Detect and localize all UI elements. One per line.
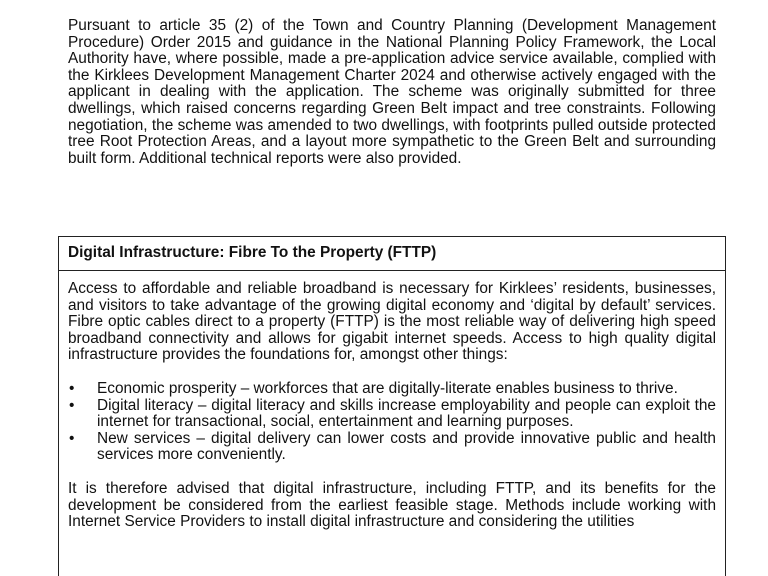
bullet-list [68, 381, 716, 464]
box-paragraph-1: Access to affordable and reliable broadband is necessary for Kirklees’ residents, businesses, and visitors to take advantage of the growing digital economy and ‘digital by default’ services. Fibre optic cables direct to a property (FTTP) is the most reliable way of delivering high speed broadband connectivity and allows for gigabit internet speeds. Access to high quality digital infrastructure provides the foundations for, amongst other things: [68, 280, 716, 364]
bullet-icon: • [69, 429, 75, 447]
box-paragraph-2: It is therefore advised that digital infrastructure, including FTTP, and its benefits for the development be considered from the earliest feasible stage. Methods include working with Internet Service Providers to install digital infrastructure and considering the utilities [68, 479, 716, 531]
bullet-item [68, 398, 716, 431]
bullet-item [68, 381, 716, 398]
bullet-text: New services – digital delivery can lower costs and provide innovative public and health services more conveniently. [97, 429, 716, 464]
bullet-text: Economic prosperity – workforces that are digitally-literate enables business to thrive. [97, 379, 678, 397]
box-body [59, 271, 725, 531]
bullet-icon: • [69, 379, 75, 397]
bullet-item [68, 431, 716, 464]
intro-paragraph: Pursuant to article 35 (2) of the Town and Country Planning (Development Management Procedure) Order 2015 and guidance in the National Planning Policy Framework, the Local Authority have, where possible, made a pre-application advice service available, complied with the Kirklees Development Management Charter 2024 and otherwise actively engaged with the applicant in dealing with the application. The scheme was originally submitted for three dwellings, which raised concerns regarding Green Belt impact and tree constraints. Following negotiation, the scheme was amended to two dwellings, with footprints pulled outside protected tree Root Protection Areas, and a layout more sympathetic to the Green Belt and surrounding built form. Additional technical reports were also provided. [68, 17, 716, 167]
box-heading: Digital Infrastructure: Fibre To the Property (FTTP) [59, 237, 725, 271]
digital-infrastructure-box [58, 236, 726, 576]
bullet-icon: • [69, 396, 75, 414]
bullet-text: Digital literacy – digital literacy and skills increase employability and people can exploit the internet for transactional, social, entertainment and learning purposes. [97, 396, 716, 431]
